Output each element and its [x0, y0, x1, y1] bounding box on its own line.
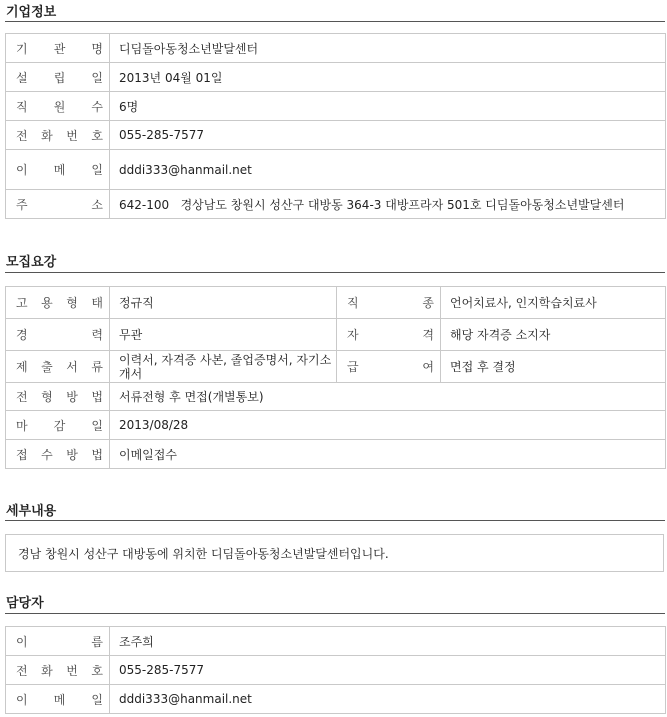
employees-value: 6명 — [110, 92, 666, 121]
contact-name-value: 조주희 — [110, 627, 666, 656]
deadline-value: 2013/08/28 — [110, 411, 666, 440]
screening-label: 전 형 방 법 — [6, 383, 110, 411]
company-info-table — [5, 33, 666, 219]
qualification-label: 자 격 — [337, 319, 441, 351]
contact-section-rule — [5, 613, 665, 614]
company-phone-value: 055-285-7577 — [110, 121, 666, 150]
recruit-table — [5, 286, 666, 469]
contact-phone-label: 전 화 번 호 — [6, 656, 110, 685]
org-name-label: 기 관 명 — [6, 34, 110, 63]
contact-section-title: 담당자 — [6, 596, 44, 611]
contact-email-label: 이 메 일 — [6, 685, 110, 714]
company-row-name — [6, 34, 666, 63]
contact-row-name — [6, 627, 666, 656]
apply-method-value: 이메일접수 — [110, 440, 666, 469]
documents-label: 제 출 서 류 — [6, 351, 110, 383]
founded-value: 2013년 04월 01일 — [110, 63, 666, 92]
job-label: 직 종 — [337, 287, 441, 319]
org-name-value: 디딤돌아동청소년발달센터 — [110, 34, 666, 63]
company-row-phone — [6, 121, 666, 150]
contact-phone-value: 055-285-7577 — [110, 656, 666, 685]
company-row-employees — [6, 92, 666, 121]
details-text: 경남 창원시 성산구 대방동에 위치한 디딤돌아동청소년발달센터입니다. — [18, 546, 389, 561]
documents-value: 이력서, 자격증 사본, 졸업증명서, 자기소개서 — [110, 351, 337, 383]
salary-label: 급 여 — [337, 351, 441, 383]
details-box — [5, 534, 664, 572]
details-section-title: 세부내용 — [6, 504, 57, 519]
address-value: 642-100 경상남도 창원시 성산구 대방동 364-3 대방프라자 501호 디딤돌아동청소년발달센터 — [110, 190, 666, 219]
salary-value: 면접 후 결정 — [441, 351, 666, 383]
details-section-rule — [5, 520, 665, 521]
company-row-founded — [6, 63, 666, 92]
company-section-rule — [5, 21, 665, 22]
contact-table — [5, 626, 666, 714]
recruit-section-rule — [5, 272, 665, 273]
company-phone-label: 전 화 번 호 — [6, 121, 110, 150]
recruit-row-deadline — [6, 411, 666, 440]
company-row-email — [6, 150, 666, 190]
screening-value: 서류전형 후 면접(개별통보) — [110, 383, 666, 411]
company-section-title: 기업정보 — [6, 5, 57, 20]
company-row-address — [6, 190, 666, 219]
contact-row-email — [6, 685, 666, 714]
company-email-label: 이 메 일 — [6, 150, 110, 190]
experience-value: 무관 — [110, 319, 337, 351]
recruit-row-apply — [6, 440, 666, 469]
contact-row-phone — [6, 656, 666, 685]
recruit-row-screening — [6, 383, 666, 411]
recruit-section-title: 모집요강 — [6, 255, 57, 270]
contact-name-label: 이 름 — [6, 627, 110, 656]
job-value: 언어치료사, 인지학습치료사 — [441, 287, 666, 319]
founded-label: 설 립 일 — [6, 63, 110, 92]
apply-method-label: 접 수 방 법 — [6, 440, 110, 469]
employment-type-value: 정규직 — [110, 287, 337, 319]
contact-email-value: dddi333@hanmail.net — [110, 685, 666, 714]
experience-label: 경 력 — [6, 319, 110, 351]
company-email-value: dddi333@hanmail.net — [110, 150, 666, 190]
recruit-row-experience — [6, 319, 666, 351]
recruit-row-documents — [6, 351, 666, 383]
employees-label: 직 원 수 — [6, 92, 110, 121]
employment-type-label: 고 용 형 태 — [6, 287, 110, 319]
address-label: 주 소 — [6, 190, 110, 219]
qualification-value: 해당 자격증 소지자 — [441, 319, 666, 351]
deadline-label: 마 감 일 — [6, 411, 110, 440]
recruit-row-type — [6, 287, 666, 319]
